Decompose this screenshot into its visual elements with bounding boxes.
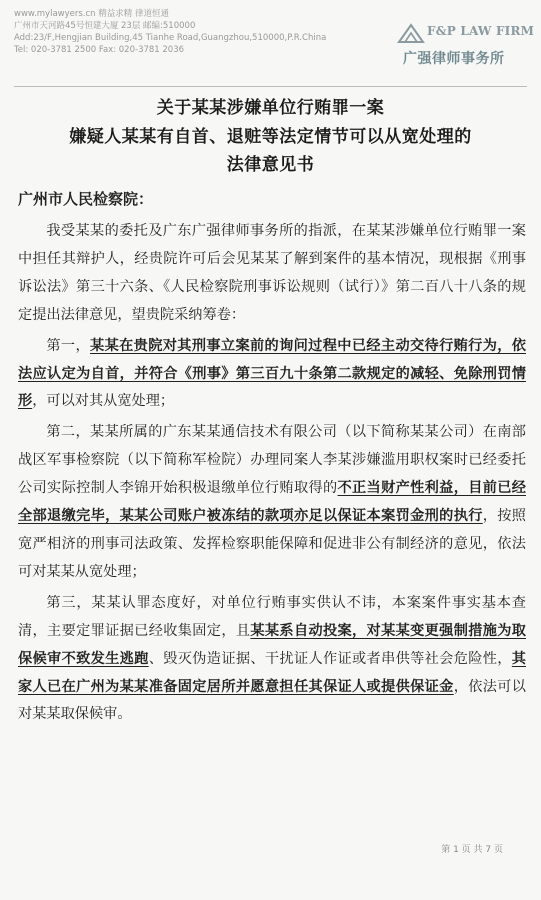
letterhead-line: Add:23/F,Hengjian Building,45 Tianhe Road,Guangzhou,510000,P.R.China bbox=[14, 33, 327, 43]
letterhead bbox=[14, 8, 535, 87]
paragraph-lead: 第三，某某认罪态度好，对单位行贿事实供认不讳，本案案件事实基本查清，主要定罪证据已经收集固定，且 bbox=[18, 594, 526, 639]
salutation: 广州市人民检察院： bbox=[18, 190, 154, 208]
paragraph-middle: 、毁灭伪造证据、干扰证人作证或者串供等社会危险性， bbox=[148, 650, 512, 667]
logo-english-name: F&P LAW FIRM bbox=[427, 24, 535, 38]
page-number: 第 1 页 共 7 页 bbox=[441, 845, 503, 855]
paragraph-tail: ，按照宽严相济的刑事司法政策、发挥检察职能保障和促进非公有制经济的意见，依法可对某某从宽处理； bbox=[18, 508, 526, 580]
paragraph-tail: ，可以对其从宽处理； bbox=[32, 393, 175, 410]
paragraph-tail: ，依法可以对某某取保候审。 bbox=[18, 678, 526, 723]
document-body bbox=[18, 186, 526, 729]
document-title-line-1: 关于某某涉嫌单位行贿罪一案 bbox=[156, 98, 385, 118]
underlined-emphasis: 某某在贵院对其刑事立案前的询问过程中已经主动交待行贿行为，依法应认定为自首，并符合《刑事》第三百九十条第二款规定的减轻、免除刑罚情形 bbox=[18, 337, 526, 410]
paragraph-lead: 第一， bbox=[46, 337, 91, 354]
paragraph-lead: 第二，某某所属的广东某某通信技术有限公司（以下简称某某公司）在南部战区军事检察院（以下简称军检院）办理同案人李某涉嫌滥用职权案时已经委托公司实际控制人李锦开始积极退缴单位行贿取得的 bbox=[18, 424, 526, 497]
letterhead-line: Tel: 020-3781 2500 Fax: 020-3781 2036 bbox=[14, 45, 185, 55]
underlined-emphasis: 其家人已在广州为某某准备固定居所并愿意担任其保证人或提供保证金 bbox=[18, 650, 526, 695]
underlined-emphasis: 某某系自动投案，对某某变更强制措施为取保候审不致发生逃跑 bbox=[18, 622, 526, 667]
letterhead-line: 广州市天河路45号恒建大厦 23层 邮编:510000 bbox=[14, 21, 196, 31]
document-title-line-2: 嫌疑人某某有自首、退赃等法定情节可以从宽处理的 bbox=[69, 127, 472, 147]
letterhead-line: www.mylawyers.cn 精益求精 律道恒通 bbox=[14, 9, 169, 19]
paragraph-second bbox=[18, 419, 526, 586]
logo-chinese-name: 广强律师事务所 bbox=[403, 51, 505, 67]
intro-paragraph: 我受某某的委托及广东广强律师事务所的指派，在某某涉嫌单位行贿罪一案中担任其辩护人，经贵院许可后会见某某了解到案件的基本情况，现根据《刑事诉讼法》第三十六条、《人民检察院刑事诉讼规则（试行）》第二百八十八条的规定提出法律意见，望贵院采纳筹卷： bbox=[18, 223, 526, 323]
scales-logo-icon bbox=[397, 22, 425, 44]
paragraph-third bbox=[18, 590, 526, 730]
document-title-line-3: 法律意见书 bbox=[226, 155, 315, 175]
underlined-emphasis: 不正当财产性利益，目前已经全部退缴完毕，某某公司账户被冻结的款项亦足以保证本案罚金刑的执行 bbox=[18, 480, 526, 525]
letterhead-contact bbox=[14, 8, 326, 56]
paragraph-first bbox=[18, 333, 526, 417]
law-firm-logo bbox=[397, 18, 535, 78]
